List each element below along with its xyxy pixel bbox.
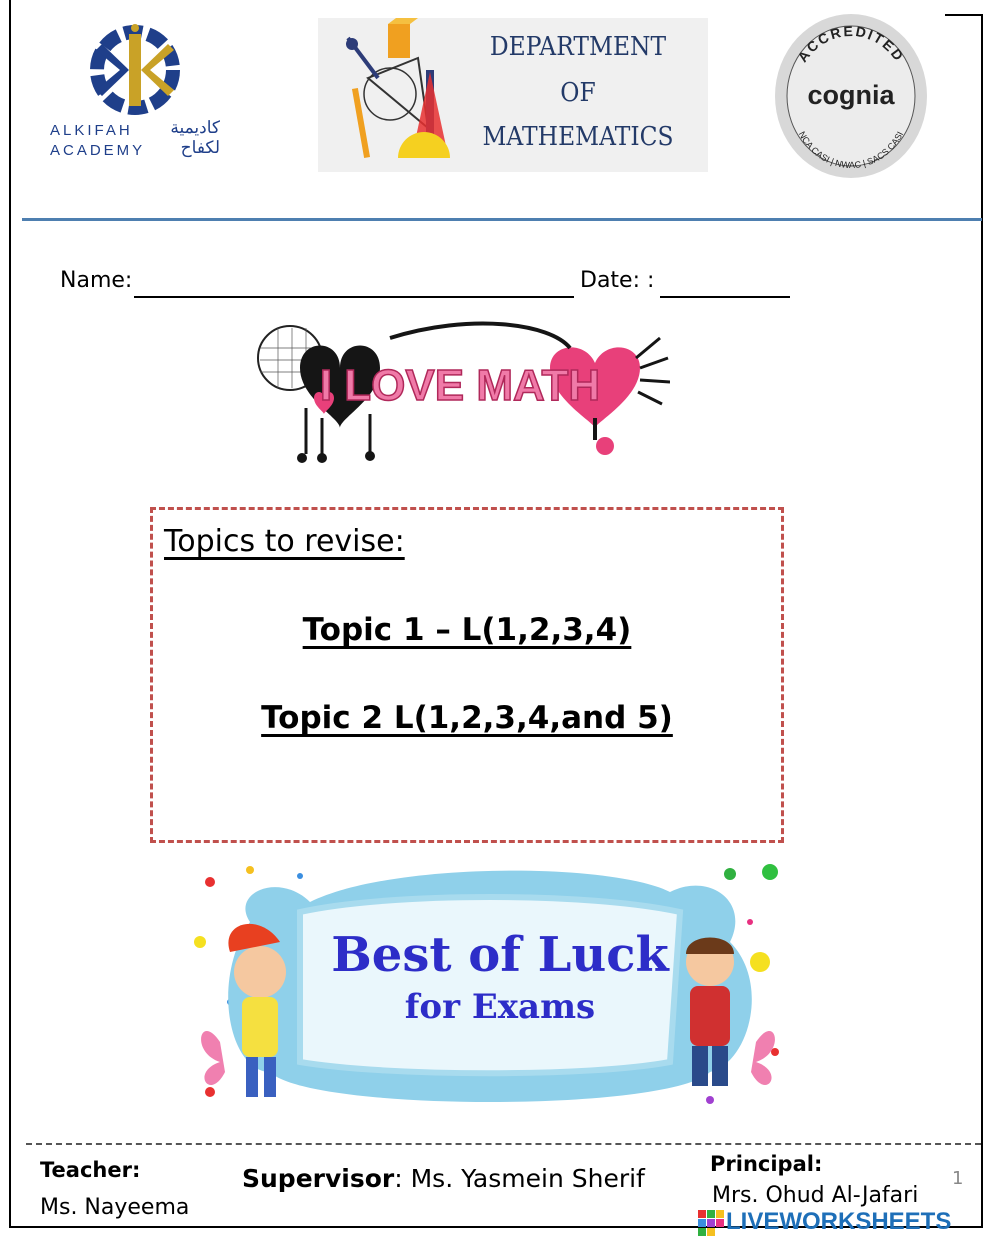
page-number: 1 xyxy=(952,1168,964,1189)
topic-1: Topic 1 – L(1,2,3,4) xyxy=(302,612,632,648)
department-banner xyxy=(318,18,708,172)
footer-divider xyxy=(26,1143,981,1145)
teacher-name: Ms. Nayeema xyxy=(40,1195,190,1220)
love-math-art-icon xyxy=(250,318,670,468)
seal-top-text: ACCREDITED xyxy=(794,22,908,65)
seal-bottom-text: NCA CASI | NWAC | SACS CASI xyxy=(796,129,906,171)
department-line1: DEPARTMENT xyxy=(489,32,667,62)
school-name-ar-line2: لكفاح xyxy=(180,138,220,157)
supervisor-label: Supervisor xyxy=(242,1164,395,1193)
luck-subtitle: for Exams xyxy=(404,987,596,1027)
department-line3: MATHEMATICS xyxy=(482,122,674,152)
teacher-label: Teacher: xyxy=(40,1158,141,1182)
supervisor-name: : Ms. Yasmein Sherif xyxy=(394,1164,645,1193)
luck-title: Best of Luck xyxy=(331,927,669,983)
school-name-en-line1: ALKIFAH xyxy=(50,122,133,139)
accreditation-seal xyxy=(772,12,930,180)
school-name-ar-line1: كاديمية xyxy=(170,118,220,137)
school-logo xyxy=(40,20,220,170)
topic-2: Topic 2 L(1,2,3,4,and 5) xyxy=(261,700,673,736)
name-label: Name: xyxy=(60,268,133,293)
cognia-seal-icon xyxy=(772,12,930,180)
principal-name: Mrs. Ohud Al-Jafari xyxy=(712,1183,919,1208)
supervisor-line xyxy=(242,1164,645,1193)
geometry-tools-icon xyxy=(318,18,468,172)
name-field-line[interactable] xyxy=(134,296,574,298)
department-line2: OF xyxy=(560,78,596,108)
liveworksheets-logo-icon xyxy=(698,1210,724,1236)
love-math-banner xyxy=(250,318,670,468)
watermark-text: LIVEWORKSHEETS xyxy=(726,1208,952,1235)
page-border-top-right xyxy=(945,14,983,16)
liveworksheets-watermark xyxy=(698,1208,994,1238)
school-name-en-line2: ACADEMY xyxy=(50,142,146,159)
seal-brand-text: cognia xyxy=(807,80,895,110)
page-border-right xyxy=(981,14,983,1228)
date-field-line[interactable] xyxy=(660,296,790,298)
header-divider xyxy=(22,218,982,221)
topics-heading: Topics to revise: xyxy=(164,524,405,559)
best-of-luck-banner xyxy=(190,862,786,1112)
school-emblem-icon xyxy=(40,20,220,120)
date-label: Date: : xyxy=(580,268,655,293)
love-math-text: I LOVE MATH xyxy=(319,361,601,410)
principal-label: Principal: xyxy=(710,1152,823,1176)
